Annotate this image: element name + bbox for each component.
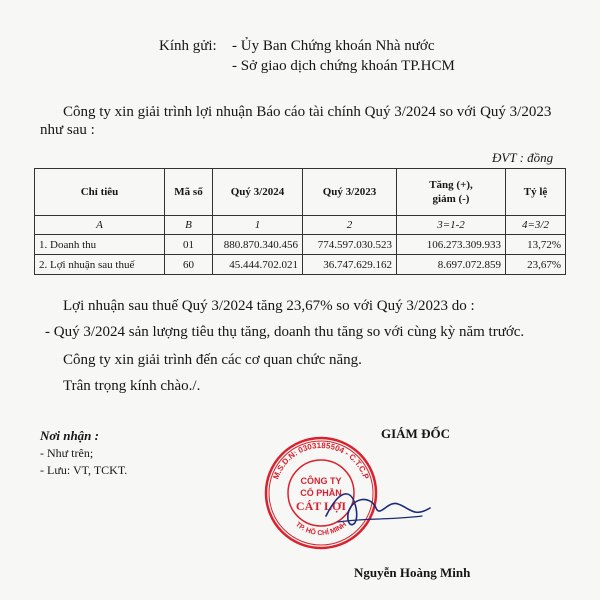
unit-label: ĐVT : đồng [492,150,554,165]
row-value: 45.444.702.021 [213,255,303,275]
row-ratio: 23,67% [506,255,566,275]
table-index-row [35,216,566,235]
signer-name: Nguyễn Hoàng Minh [354,565,471,580]
header-ratio: Tỷ lệ [506,169,566,216]
body-paragraph-2: - Quý 3/2024 sản lượng tiêu thụ tăng, doanh thu tăng so với cùng kỳ năm trước. [45,324,525,340]
index-cell: 3=1-2 [397,216,506,235]
recipients-item-2: - Lưu: VT, TCKT. [40,463,128,477]
svg-text:CỔ PHẦN: CỔ PHẦN [300,488,342,498]
row-code: 60 [165,255,213,275]
index-cell: 1 [213,216,303,235]
row-value: 880.870.340.456 [213,235,303,255]
index-cell: 2 [303,216,397,235]
body-paragraph-1: Lợi nhuận sau thuế Quý 3/2024 tăng 23,67% so với Quý 3/2023 do : [63,298,475,314]
intro-line-1: Công ty xin giải trình lợi nhuận Báo cáo tài chính Quý 3/2024 so với Quý 3/2023 [63,104,552,120]
header-q3-2023: Quý 3/2023 [303,169,397,216]
header-q3-2024: Quý 3/2024 [213,169,303,216]
index-cell: A [35,216,165,235]
body-paragraph-3: Công ty xin giải trình đến các cơ quan chức năng. [63,352,362,368]
svg-text:TP. HỒ CHÍ MINH: TP. HỒ CHÍ MINH [293,521,349,538]
row-value: 106.273.309.933 [397,235,506,255]
body-paragraph-4: Trân trọng kính chào./. [63,378,201,394]
table-row [35,255,566,275]
recipient-line-1: - Ủy Ban Chứng khoán Nhà nước [232,38,435,54]
row-label: 2. Lợi nhuận sau thuế [35,255,165,275]
recipient-line-2: - Sở giao dịch chứng khoán TP.HCM [232,58,455,74]
svg-text:CÔNG TY: CÔNG TY [300,476,342,486]
row-code: 01 [165,235,213,255]
index-cell: 4=3/2 [506,216,566,235]
header-ma-so: Mã số [165,169,213,216]
row-label: 1. Doanh thu [35,235,165,255]
header-chi-tieu: Chỉ tiêu [35,169,165,216]
row-value: 8.697.072.859 [397,255,506,275]
index-cell: B [165,216,213,235]
table-row [35,235,566,255]
director-title: GIÁM ĐỐC [381,426,450,441]
svg-text:CÁT LỢI: CÁT LỢI [295,499,347,513]
row-ratio: 13,72% [506,235,566,255]
recipients-item-1: - Như trên; [40,446,94,460]
row-value: 36.747.629.162 [303,255,397,275]
recipients-title: Nơi nhận : [40,428,99,443]
row-value: 774.597.030.523 [303,235,397,255]
header-change: Tăng (+), giảm (-) [397,169,506,216]
table-header-row [35,169,566,216]
intro-line-2: như sau : [40,122,95,138]
greeting-label: Kính gửi: [159,38,217,54]
handwritten-signature-icon [318,478,438,538]
financial-table [34,168,566,275]
svg-text:M.S.D.N: 0303185504 - C.T.C.P: M.S.D.N: 0303185504 - C.T.C.P [271,440,371,481]
